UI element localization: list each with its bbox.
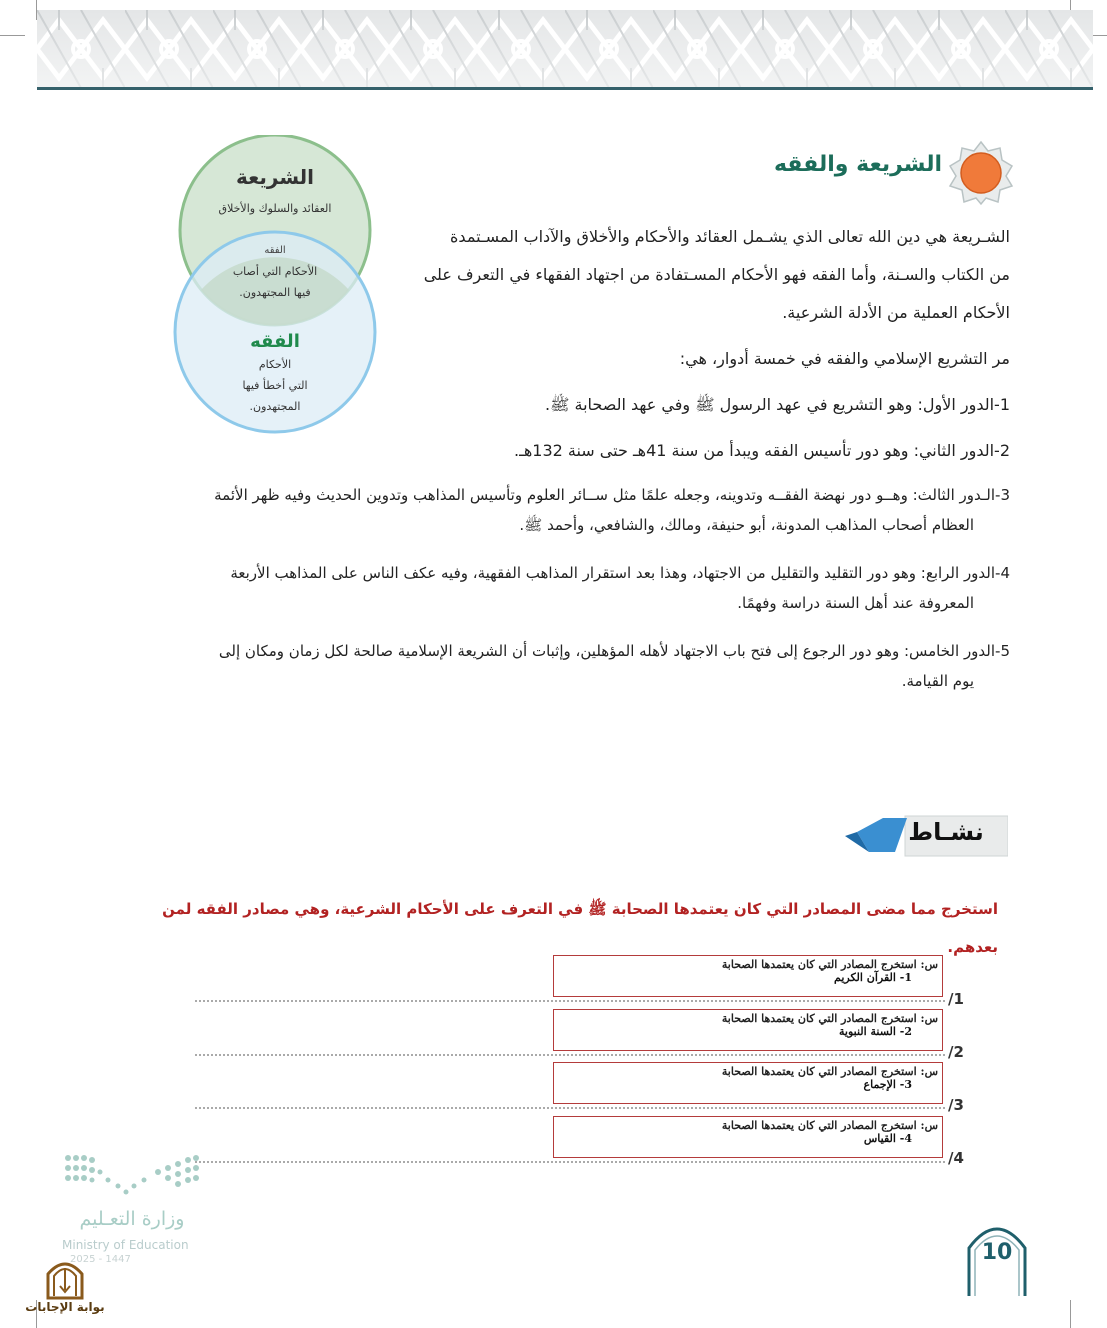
- answer-text: 4- القياس: [863, 1132, 912, 1145]
- venn-fiqh-text: التي أخطأ فيها: [242, 379, 308, 392]
- header-rule: [37, 87, 1093, 90]
- answer-number: /3: [948, 1096, 964, 1114]
- crop-mark: [1070, 1300, 1071, 1328]
- answer-box: [553, 1062, 943, 1104]
- stage-1: 1-الدور الأول: وهو التشريع في عهد الرسول ﷺ وفي عهد الصحابة ﷺ.: [545, 395, 1010, 414]
- venn-sharia-title: الشريعة: [235, 165, 315, 189]
- stage-line: يوم القيامة.: [901, 672, 974, 690]
- answer-dotted-line: [195, 1000, 945, 1002]
- answer-dotted-line: [195, 1107, 945, 1109]
- answer-question: س: استخرج المصادر التي كان يعتمدها الصحابة: [721, 1119, 938, 1132]
- ministry-logo-icon: [62, 1150, 202, 1200]
- answer-number: /2: [948, 1043, 964, 1061]
- paragraph-line: الشـريعة هي دين الله تعالى الذي يشـمل العقائد والأحكام والأخلاق والآداب المسـتمدة: [450, 227, 1010, 246]
- section-title: الشريعة والفقه: [773, 152, 942, 177]
- ministry-year: 2025 - 1447: [70, 1254, 131, 1265]
- venn-overlap-text: الأحكام التي أصاب: [232, 265, 318, 278]
- stages-intro: مر التشريع الإسلامي والفقه في خمسة أدوار، هي:: [679, 349, 1010, 368]
- answer-box: [553, 1116, 943, 1158]
- answer-text: 3- الإجماع: [863, 1078, 912, 1091]
- stage-line: 3-الـدور الثالث: وهــو دور نهضة الفقــه وتدوينه، وجعله علمًا مثل ســائر العلوم وتأسيس المذاهب وتدوين الحديث وفيه ظهر الأئمة: [214, 486, 1010, 504]
- sharia-fiqh-venn-diagram: [170, 135, 385, 435]
- header-pattern-band: [37, 10, 1093, 88]
- answer-question: س: استخرج المصادر التي كان يعتمدها الصحابة: [721, 958, 938, 971]
- answer-box: [553, 955, 943, 997]
- crop-mark: [0, 35, 25, 36]
- site-logo-text: بوابة الإجابات: [25, 1300, 105, 1314]
- instruction-line: بعدهم.: [947, 938, 998, 956]
- answer-question: س: استخرج المصادر التي كان يعتمدها الصحابة: [721, 1012, 938, 1025]
- venn-overlap-title: الفقه: [264, 245, 286, 256]
- activity-label: نشـاط: [908, 818, 984, 846]
- answer-dotted-line: [195, 1054, 945, 1056]
- stage-line: العظام أصحاب المذاهب المدونة، أبو حنيفة، ومالك، والشافعي، وأحمد ﷺ.: [519, 516, 974, 534]
- venn-fiqh-title: الفقه: [250, 331, 300, 352]
- ministry-name-en: Ministry of Education: [62, 1238, 189, 1252]
- instruction-line: استخرج مما مضى المصادر التي كان يعتمدها الصحابة ﷺ في التعرف على الأحكام الشرعية، وهي مصادر الفقه لمن: [162, 900, 998, 918]
- paragraph-line: من الكتاب والسـنة، وأما الفقه فهو الأحكام المسـتفادة من اجتهاد الفقهاء في التعرف على: [423, 265, 1010, 284]
- answer-number: /1: [948, 990, 964, 1008]
- stage-line: المعروفة عند أهل السنة دراسة وفهمًا.: [737, 594, 974, 612]
- venn-fiqh-text: الأحكام: [258, 358, 292, 371]
- answer-box: [553, 1009, 943, 1051]
- answer-text: 1- القرآن الكريم: [834, 971, 912, 984]
- stage-4: [135, 558, 1010, 618]
- answer-number: /4: [948, 1149, 964, 1167]
- page-number: 10: [981, 1240, 1013, 1265]
- stage-3: [135, 480, 1010, 540]
- venn-overlap-text: فيها المجتهدون.: [239, 286, 311, 299]
- definition-paragraph: [395, 218, 1010, 332]
- site-logo-icon: [44, 1256, 86, 1300]
- stage-2: 2-الدور الثاني: وهو دور تأسيس الفقه ويبدأ من سنة 41هـ حتى سنة 132هـ.: [514, 441, 1010, 460]
- answer-dotted-line: [195, 1161, 945, 1163]
- stage-5: [135, 636, 1010, 696]
- title-star-badge-icon: [948, 140, 1014, 206]
- venn-fiqh-text: المجتهدون.: [249, 400, 301, 413]
- answer-question: س: استخرج المصادر التي كان يعتمدها الصحابة: [721, 1065, 938, 1078]
- venn-sharia-text: العقائد والسلوك والأخلاق: [218, 202, 332, 215]
- stage-line: 4-الدور الرابع: وهو دور التقليد والتقليل من الاجتهاد، وهذا بعد استقرار المذاهب الفقهية، وفيه عكف الناس على المذاهب الأربعة: [230, 564, 1010, 582]
- stage-line: 5-الدور الخامس: وهو دور الرجوع إلى فتح باب الاجتهاد لأهله المؤهلين، وإثبات أن الشريعة الإسلامية صالحة لكل زمان ومكان إلى: [218, 642, 1010, 660]
- ministry-name-ar: وزارة التعـليم: [79, 1208, 185, 1230]
- answer-text: 2- السنة النبوية: [838, 1025, 912, 1038]
- paragraph-line: الأحكام العملية من الأدلة الشرعية.: [782, 303, 1010, 322]
